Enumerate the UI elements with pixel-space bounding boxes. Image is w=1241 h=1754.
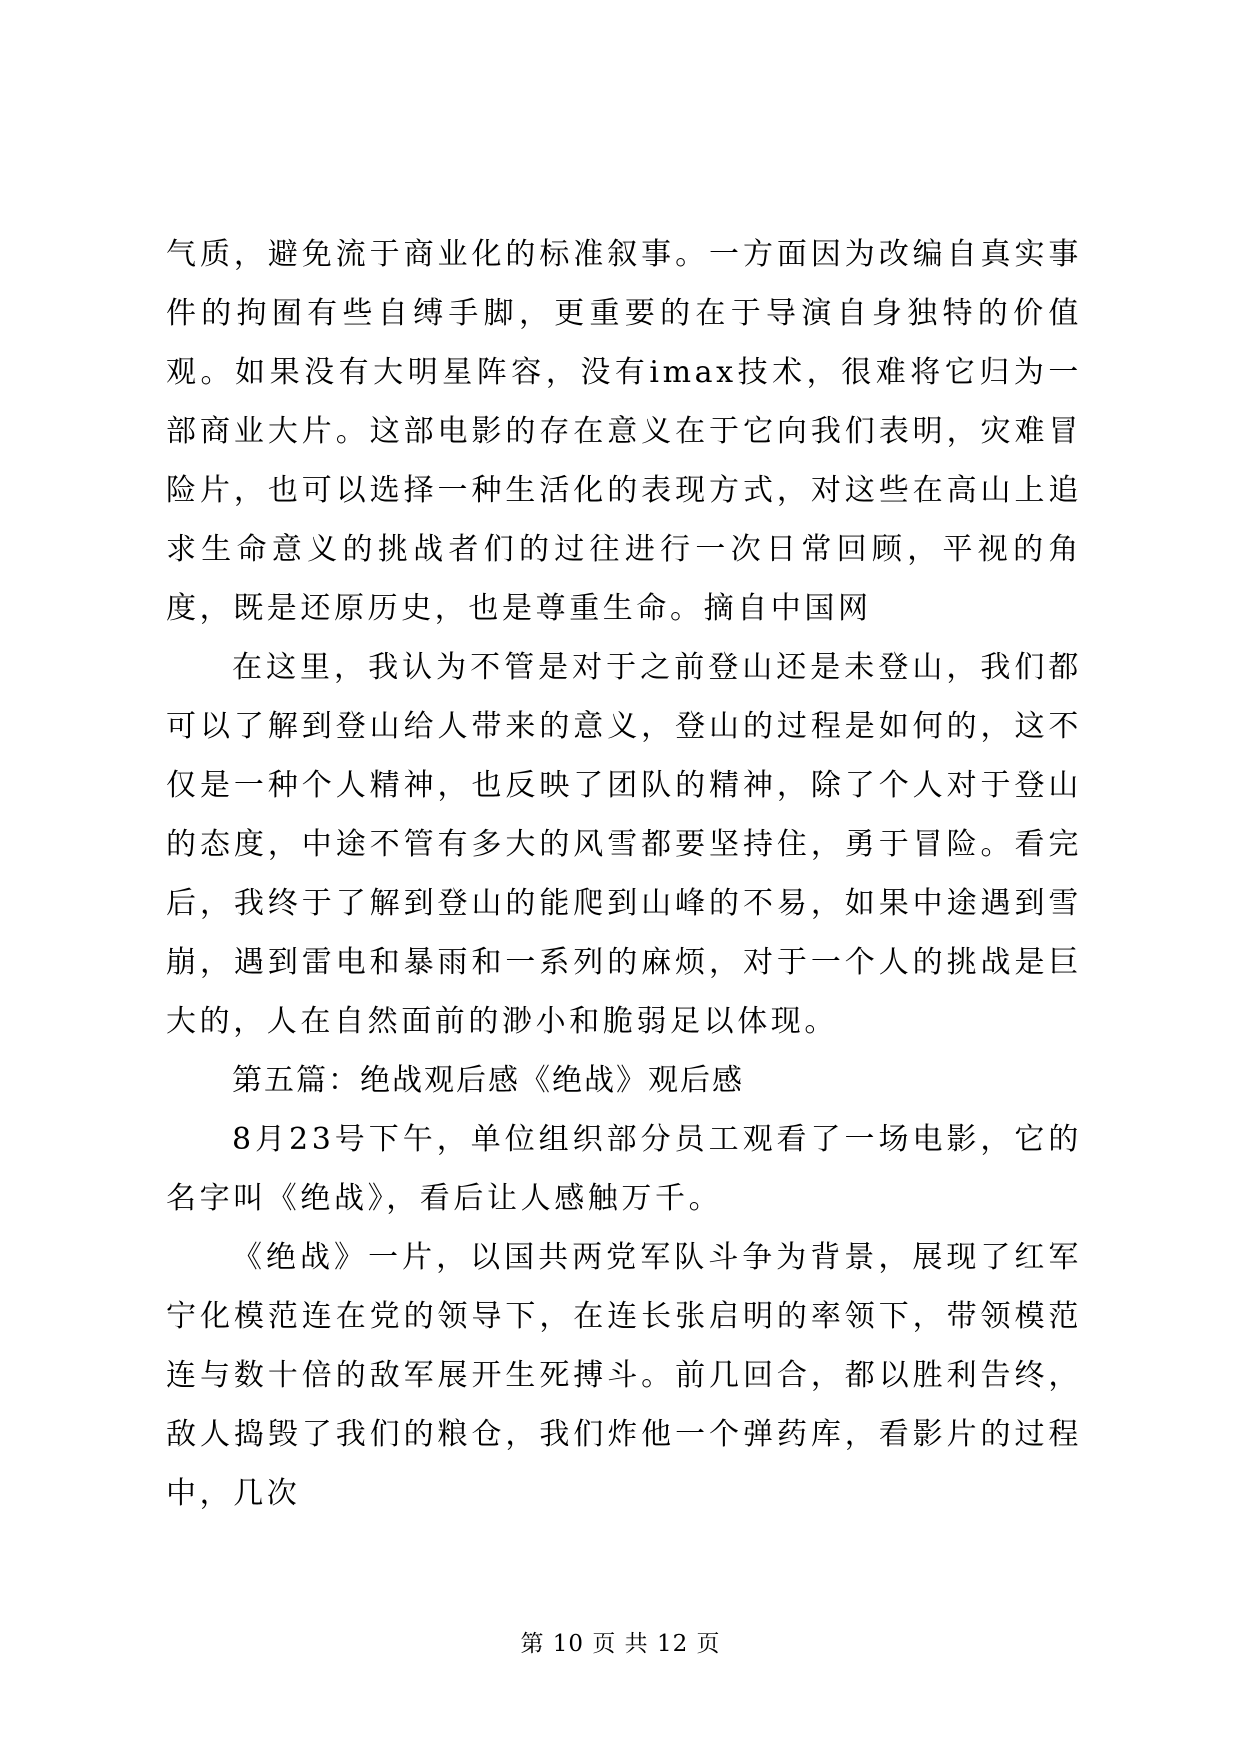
paragraph-climbing-reflection: 在这里，我认为不管是对于之前登山还是未登山，我们都可以了解到登山给人带来的意义，登山的过程是如何的，这不仅是一种个人精神，也反映了团队的精神，除了个人对于登山的态度，中途不管有多大的风雪都要坚持住，勇于冒险。看完后，我终于了解到登山的能爬到山峰的不易，如果中途遇到雪崩，遇到雷电和暴雨和一系列的麻烦，对于一个人的挑战是巨大的，人在自然面前的渺小和脆弱足以体现。	[166, 650, 1082, 1039]
paragraph-continuation: 气质，避免流于商业化的标准叙事。一方面因为改编自真实事件的拘囿有些自缚手脚，更重要的在于导演自身独特的价值观。如果没有大明星阵容，没有imax技术，很难将它归为一部商业大片。这部电影的存在意义在于它向我们表明，灾难冒险片，也可以选择一种生活化的表现方式，对这些在高山上追求生命意义的挑战者们的过往进行一次日常回顾，平视的角度，既是还原历史，也是尊重生命。摘自中国网	[166, 237, 1082, 626]
document-body	[166, 225, 1082, 1523]
paragraph-film-summary: 《绝战》一片，以国共两党军队斗争为背景，展现了红军宁化模范连在党的领导下，在连长张启明的率领下，带领模范连与数十倍的敌军展开生死搏斗。前几回合，都以胜利告终，敌人捣毁了我们的粮仓，我们炸他一个弹药库，看影片的过程中，几次	[166, 1240, 1082, 1511]
section-heading: 第五篇：绝战观后感《绝战》观后感	[232, 1063, 744, 1098]
paragraph-screening-intro: 8月23号下午，单位组织部分员工观看了一场电影，它的名字叫《绝战》，看后让人感触万千。	[166, 1122, 1082, 1216]
page-number-footer: 第 10 页 共 12 页	[520, 1631, 721, 1657]
